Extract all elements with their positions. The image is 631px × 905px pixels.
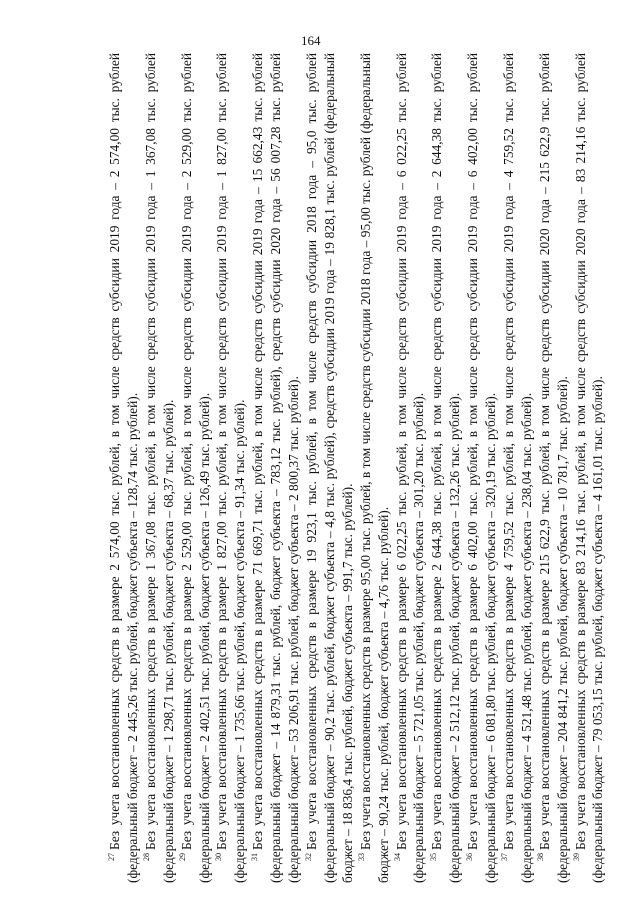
footnote-marker: 39 (572, 853, 582, 861)
footnote-marker: 34 (393, 853, 403, 861)
footnote-text: Без учета восстановленных средств в размере 215 622,9 тыс. рублей, в том числе средств субсидии 2020 года – 215 622,9 тыс. рублей (федеральный бюджет – 204 841,2 тыс. рублей, бюджет субъекта – 10 781,7 тыс. рублей). (536, 53, 570, 883)
footnote-30 (213, 53, 249, 883)
footnote-34 (393, 53, 429, 883)
footnote-marker: 37 (500, 853, 510, 861)
footnote-32 (303, 53, 357, 883)
footnote-text: Без учета восстановленных средств в размере 4 759,52 тыс. рублей, в том числе средств субсидии 2019 года – 4 759,52 тыс. рублей (федеральный бюджет – 4 521,48 тыс. рублей, бюджет субъекта – 238,04 тыс. рублей). (500, 53, 534, 883)
footnote-31 (249, 53, 303, 883)
footnote-text: Без учета восстановленных средств в размере 6 022,25 тыс. рублей, в том числе средств субсидии 2019 года – 6 022,25 тыс. рублей (федеральный бюджет – 5 721,05 тыс. рублей, бюджет субъекта – 301,20 тыс. рублей). (393, 53, 427, 883)
page-number: 164 (301, 33, 321, 48)
footnote-text: Без учета восстановленных средств в размере 2 574,00 тыс. рублей, в том числе средств субсидии 2019 года – 2 574,00 тыс. рублей (федеральный бюджет – 2 445,26 тыс. рублей, бюджет субъекта – 128,74 тыс. рублей). (107, 53, 140, 883)
footnote-29 (178, 53, 214, 883)
footnote-text: Без учета восстановленных средств в размере 83 214,16 тыс. рублей, в том числе средств субсидии 2020 года – 83 214,16 тыс. рублей (федеральный бюджет – 79 053,15 тыс. рублей, бюджет субъекта – 4 161,01 тыс. рублей). (572, 53, 606, 883)
footnote-marker: 33 (357, 853, 367, 861)
footnote-37 (500, 53, 536, 883)
footnote-marker: 36 (464, 853, 474, 861)
rotated-page-content (106, 53, 607, 883)
footnote-marker: 35 (428, 853, 438, 861)
footnote-27 (106, 53, 142, 883)
footnote-text: Без учета восстановленных средств в размере 6 402,00 тыс. рублей, в том числе средств субсидии 2019 года – 6 402,00 тыс. рублей (федеральный бюджет – 6 081,80 тыс. рублей, бюджет субъекта – 320,19 тыс. рублей). (465, 53, 499, 883)
footnote-marker: 38 (536, 853, 546, 861)
footnote-text: Без учета восстановленных средств в размере 71 669,71 тыс. рублей, в том числе средств субсидии 2019 года – 15 662,43 тыс. рублей (федеральный бюджет – 14 879,31 тыс. рублей, бюджет субъекта – 783,12 тыс. рублей), средств субсидии 2020 года – 56 007,28 тыс. рублей (федеральный бюджет – 53 206,91 тыс. рублей, бюджет субъекта – 2 800,37 тыс. рублей). (250, 53, 302, 883)
footnote-39 (572, 53, 608, 883)
footnote-text: Без учета восстановленных средств в размере 2 644,38 тыс. рублей, в том числе средств субсидии 2019 года – 2 644,38 тыс. рублей (федеральный бюджет – 2 512,12 тыс. рублей, бюджет субъекта – 132,26 тыс. рублей). (429, 53, 463, 883)
footnote-marker: 30 (213, 853, 223, 861)
footnote-marker: 31 (249, 853, 259, 861)
footnote-28 (142, 53, 178, 883)
footnote-marker: 32 (303, 853, 313, 861)
footnote-35 (428, 53, 464, 883)
footnote-marker: 27 (106, 853, 116, 861)
footnote-text: Без учета восстановленных средств в размере 95,00 тыс. рублей, в том числе средств субсидии 2018 года – 95,00 тыс. рублей (федеральный бюджет – 90,24 тыс. рублей, бюджет субъекта – 4,76 тыс. рублей). (357, 53, 391, 883)
footnotes-block (106, 53, 607, 883)
footnote-text: Без учета восстановленных средств в размере 19 923,1 тыс. рублей, в том числе средств субсидии 2018 года – 95,0 тыс. рублей (федеральный бюджет – 90,2 тыс. рублей, бюджет субъекта – 4,8 тыс. рублей), средств субсидии 2019 года – 19 828,1 тыс. рублей (федеральный бюджет – 18 836,4 тыс. рублей, бюджет субъекта – 991,7 тыс. рублей). (303, 53, 355, 883)
footnote-33 (357, 53, 393, 883)
footnote-38 (536, 53, 572, 883)
footnote-marker: 28 (142, 853, 152, 861)
footnote-text: Без учета восстановленных средств в размере 1 367,08 тыс. рублей, в том числе средств субсидии 2019 года – 1 367,08 тыс. рублей (федеральный бюджет – 1 298,71 тыс. рублей, бюджет субъекта – 68,37 тыс. рублей). (142, 53, 176, 883)
footnote-text: Без учета восстановленных средств в размере 1 827,00 тыс. рублей, в том числе средств субсидии 2019 года – 1 827,00 тыс. рублей (федеральный бюджет – 1 735,66 тыс. рублей, бюджет субъекта – 91,34 тыс. рублей). (214, 53, 248, 883)
footnote-text: Без учета восстановленных средств в размере 2 529,00 тыс. рублей, в том числе средств субсидии 2019 года – 2 529,00 тыс. рублей (федеральный бюджет – 2 402,51 тыс. рублей, бюджет субъекта – 126,49 тыс. рублей). (178, 53, 212, 883)
footnote-36 (464, 53, 500, 883)
footnote-marker: 29 (178, 853, 188, 861)
